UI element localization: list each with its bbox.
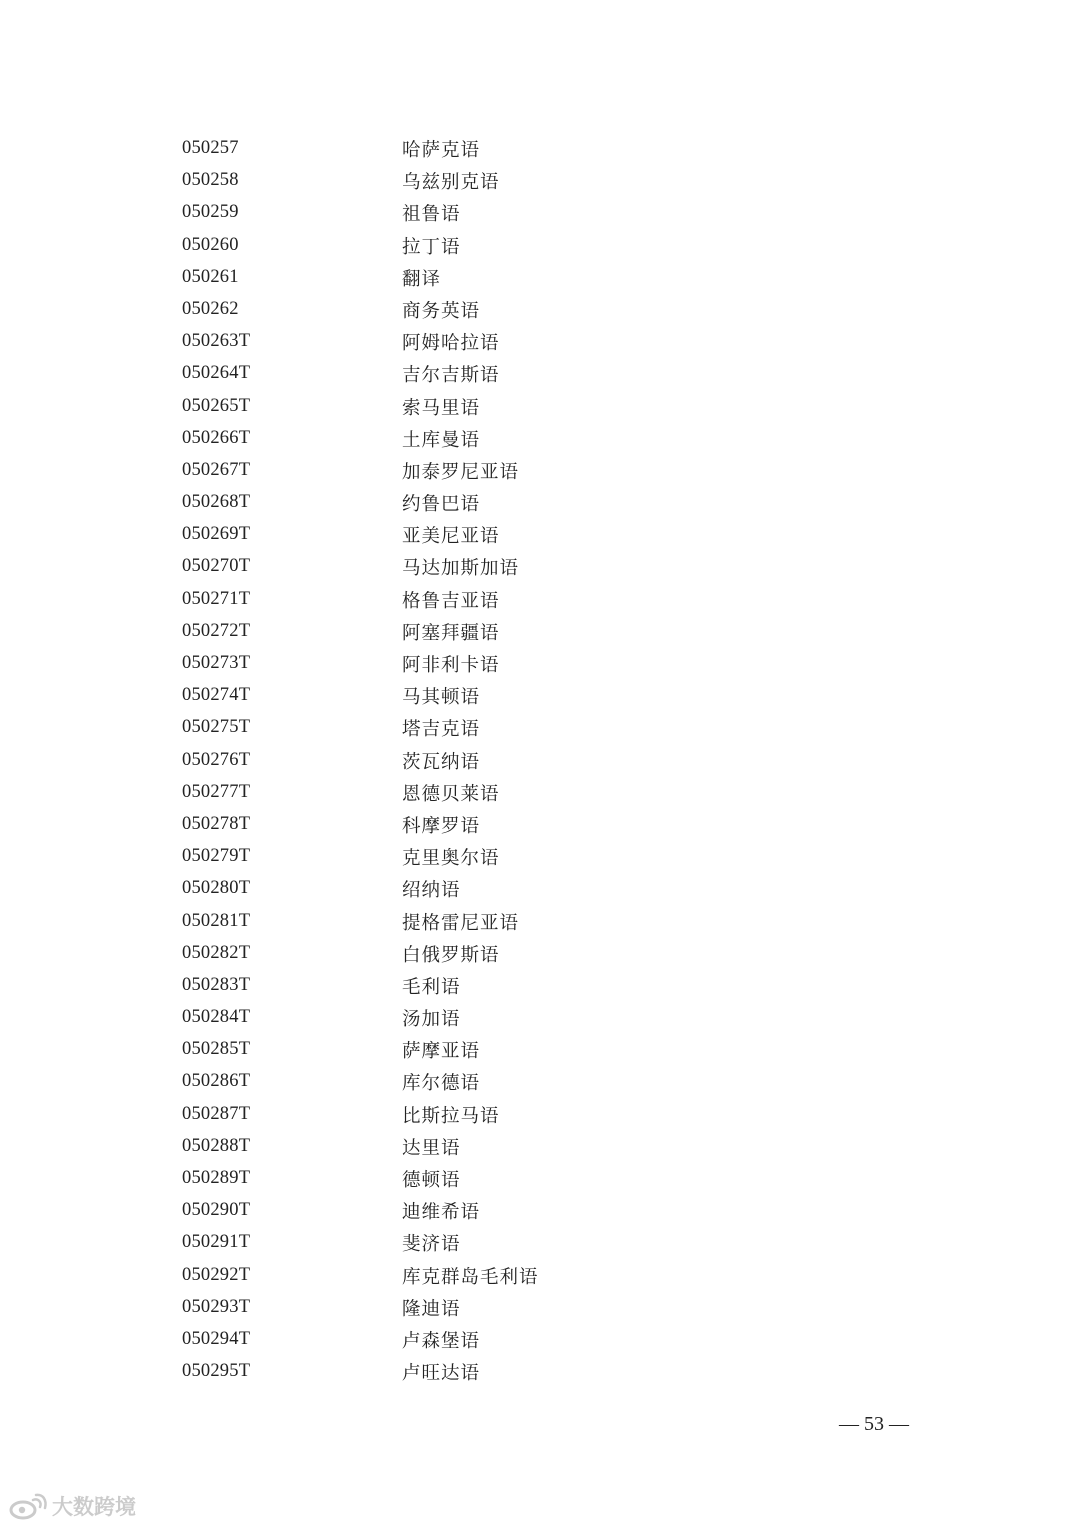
- list-item: [182, 872, 702, 904]
- major-name: 白俄罗斯语: [402, 944, 500, 966]
- major-name: 阿姆哈拉语: [402, 333, 500, 355]
- list-item: [182, 1033, 702, 1065]
- major-code: 050259: [182, 202, 239, 223]
- major-name: 隆迪语: [402, 1298, 461, 1320]
- major-name: 哈萨克语: [402, 140, 481, 161]
- major-name: 祖鲁语: [402, 204, 461, 226]
- major-code: 050269T: [182, 524, 251, 545]
- major-code: 050293T: [182, 1296, 251, 1317]
- major-name: 吉尔吉斯语: [402, 365, 500, 387]
- major-name: 科摩罗语: [402, 815, 481, 837]
- major-name: 马其顿语: [402, 687, 481, 709]
- major-name: 阿塞拜疆语: [402, 622, 500, 644]
- major-name: 萨摩亚语: [402, 1041, 481, 1063]
- major-code: 050261: [182, 266, 239, 287]
- list-item: [182, 937, 702, 969]
- list-item: [182, 1194, 702, 1226]
- major-name: 拉丁语: [402, 236, 461, 258]
- major-code: 050285T: [182, 1039, 251, 1060]
- major-code: 050290T: [182, 1200, 251, 1221]
- major-code: 050273T: [182, 653, 251, 673]
- major-code: 050271T: [182, 588, 251, 609]
- watermark-text: 大数跨境: [52, 1495, 136, 1519]
- major-name: 比斯拉马语: [402, 1105, 500, 1127]
- list-item: [182, 390, 702, 422]
- major-code: 050260: [182, 234, 239, 255]
- major-name: 塔吉克语: [402, 719, 481, 741]
- major-code: 050270T: [182, 556, 251, 577]
- major-code: 050277T: [182, 781, 251, 802]
- list-item: [182, 583, 702, 615]
- list-item: [182, 1130, 702, 1162]
- list-item: [182, 229, 702, 261]
- major-code: 050281T: [182, 910, 251, 931]
- major-code: 050267T: [182, 459, 251, 480]
- major-name: 克里奥尔语: [402, 848, 500, 870]
- major-code: 050291T: [182, 1232, 251, 1253]
- major-code: 050258: [182, 170, 239, 191]
- major-code: 050275T: [182, 717, 251, 738]
- major-code: 050288T: [182, 1135, 251, 1156]
- list-item: [182, 776, 702, 808]
- major-name: 翻译: [402, 268, 442, 290]
- list-item: [182, 293, 702, 325]
- major-code-list: [182, 132, 702, 1387]
- list-item: [182, 1162, 702, 1194]
- list-item: [182, 518, 702, 550]
- major-code: 050284T: [182, 1007, 251, 1028]
- major-code: 050268T: [182, 492, 251, 513]
- list-item: [182, 1355, 702, 1387]
- watermark: [8, 1488, 136, 1524]
- major-code: 050279T: [182, 846, 251, 867]
- major-name: 提格雷尼亚语: [402, 912, 520, 934]
- list-item: [182, 325, 702, 357]
- major-code: 050266T: [182, 427, 251, 448]
- list-item: [182, 486, 702, 518]
- list-item: [182, 679, 702, 711]
- list-item: [182, 164, 702, 196]
- list-item: [182, 1323, 702, 1355]
- list-item: [182, 840, 702, 872]
- list-item: [182, 550, 702, 582]
- weibo-logo-icon: [8, 1492, 48, 1520]
- major-name: 汤加语: [402, 1009, 461, 1031]
- major-code: 050287T: [182, 1103, 251, 1124]
- major-code: 050282T: [182, 942, 251, 963]
- major-name: 达里语: [402, 1137, 461, 1159]
- list-item: [182, 1226, 702, 1258]
- major-name: 约鲁巴语: [402, 494, 481, 516]
- list-item: [182, 196, 702, 228]
- list-item: [182, 132, 702, 164]
- major-name: 格鲁吉亚语: [402, 590, 500, 612]
- major-code: 050295T: [182, 1361, 251, 1382]
- list-item: [182, 1098, 702, 1130]
- list-item: [182, 1291, 702, 1323]
- list-item: [182, 905, 702, 937]
- list-item: [182, 744, 702, 776]
- list-item: [182, 711, 702, 743]
- major-code: 050286T: [182, 1071, 251, 1092]
- major-name: 茨瓦纳语: [402, 751, 481, 773]
- major-name: 亚美尼亚语: [402, 526, 500, 548]
- page-number: — 53 —: [839, 1413, 909, 1435]
- major-code: 050274T: [182, 685, 251, 706]
- major-name: 卢旺达语: [402, 1363, 481, 1385]
- major-code: 050265T: [182, 395, 251, 416]
- major-name: 斐济语: [402, 1234, 461, 1256]
- major-code: 050257: [182, 138, 239, 158]
- major-name: 索马里语: [402, 397, 481, 419]
- list-item: [182, 615, 702, 647]
- major-code: 050280T: [182, 878, 251, 899]
- major-code: 050278T: [182, 813, 251, 834]
- major-code: 050292T: [182, 1264, 251, 1285]
- major-name: 毛利语: [402, 976, 461, 998]
- major-name: 库克群岛毛利语: [402, 1266, 539, 1288]
- major-code: 050272T: [182, 620, 251, 641]
- major-name: 乌兹别克语: [402, 172, 500, 194]
- major-code: 050283T: [182, 974, 251, 995]
- list-item: [182, 647, 702, 679]
- major-name: 德顿语: [402, 1170, 461, 1191]
- major-code: 050289T: [182, 1168, 251, 1188]
- major-code: 050262: [182, 298, 239, 319]
- list-item: [182, 808, 702, 840]
- list-item: [182, 1001, 702, 1033]
- major-name: 马达加斯加语: [402, 558, 520, 580]
- list-item: [182, 357, 702, 389]
- major-code: 050294T: [182, 1328, 251, 1349]
- major-name: 商务英语: [402, 300, 481, 322]
- major-name: 绍纳语: [402, 880, 461, 902]
- major-name: 加泰罗尼亚语: [402, 461, 520, 483]
- list-item: [182, 422, 702, 454]
- list-item: [182, 1065, 702, 1097]
- major-name: 卢森堡语: [402, 1330, 481, 1352]
- major-code: 050264T: [182, 363, 251, 384]
- major-code: 050276T: [182, 749, 251, 770]
- list-item: [182, 454, 702, 486]
- major-code: 050263T: [182, 331, 251, 352]
- major-name: 恩德贝莱语: [402, 783, 500, 805]
- major-name: 库尔德语: [402, 1073, 481, 1095]
- list-item: [182, 969, 702, 1001]
- major-name: 阿非利卡语: [402, 655, 500, 676]
- list-item: [182, 261, 702, 293]
- list-item: [182, 1259, 702, 1291]
- major-name: 土库曼语: [402, 429, 481, 451]
- major-name: 迪维希语: [402, 1202, 481, 1224]
